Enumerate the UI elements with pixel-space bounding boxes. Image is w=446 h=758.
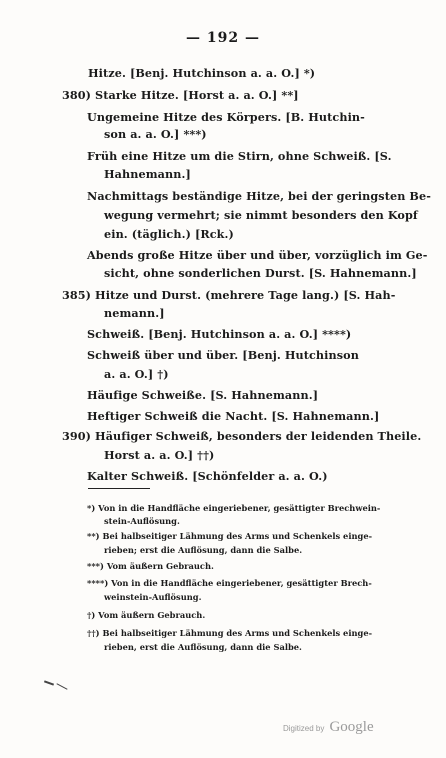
- footnote-line: stein-Auflösung.: [104, 516, 180, 526]
- text-line: nemann.]: [104, 306, 165, 320]
- text-line: Früh eine Hitze um die Stirn, ohne Schweiß. [S.: [87, 149, 392, 163]
- footnote-line: weinstein-Auflösung.: [104, 592, 202, 602]
- page-number: — 192 —: [186, 30, 260, 46]
- footnote-separator: [88, 488, 150, 489]
- text-line: 390) Häufiger Schweiß, besonders der leidenden Theile.: [62, 429, 422, 443]
- footnote-line: **) Bei halbseitiger Lähmung des Arms und Schenkels einge-: [87, 531, 373, 541]
- text-line: son a. a. O.] ***): [104, 127, 207, 141]
- text-line: Schweiß. [Benj. Hutchinson a. a. O.] ****): [87, 327, 352, 341]
- text-line: Nachmittags beständige Hitze, bei der geringsten Be-: [87, 189, 431, 203]
- text-line: Hitze. [Benj. Hutchinson a. a. O.] *): [88, 66, 316, 80]
- watermark-prefix: Digitized by: [283, 724, 325, 733]
- text-line: Ungemeine Hitze des Körpers. [B. Hutchin-: [87, 110, 365, 124]
- text-line: Horst a. a. O.] ††): [104, 448, 215, 462]
- footnote-line: †) Vom äußern Gebrauch.: [87, 610, 206, 620]
- text-line: Schweiß über und über. [Benj. Hutchinson: [87, 348, 359, 362]
- text-line: wegung vermehrt; sie nimmt besonders den Kopf: [104, 208, 418, 222]
- footnote-line: *) Von in die Handfläche eingeriebener, gesättigter Brechwein-: [87, 503, 381, 513]
- text-line: a. a. O.] †): [104, 367, 169, 381]
- digitized-watermark: [283, 716, 374, 736]
- text-line: sicht, ohne sonderlichen Durst. [S. Hahnemann.]: [104, 266, 417, 280]
- ink-mark: [56, 683, 67, 690]
- text-line: Kalter Schweiß. [Schönfelder a. a. O.): [87, 469, 328, 483]
- ink-mark: [44, 680, 54, 685]
- text-line: ein. (täglich.) [Rck.): [104, 227, 234, 241]
- footnote-line: rieben, erst die Auflösung, dann die Salbe.: [104, 642, 302, 652]
- google-logo: Google: [329, 719, 374, 735]
- text-line: 380) Starke Hitze. [Horst a. a. O.] **]: [62, 88, 299, 102]
- footnote-line: ††) Bei halbseitiger Lähmung des Arms und Schenkels einge-: [87, 628, 373, 638]
- text-line: Heftiger Schweiß die Nacht. [S. Hahnemann.]: [87, 409, 380, 423]
- text-line: Hahnemann.]: [104, 167, 191, 181]
- footnote-line: rieben; erst die Auflösung, dann die Salbe.: [104, 545, 303, 555]
- footnote-line: ***) Vom äußern Gebrauch.: [87, 561, 214, 571]
- text-line: Häufige Schweiße. [S. Hahnemann.]: [87, 388, 319, 402]
- text-line: Abends große Hitze über und über, vorzüglich im Ge-: [87, 248, 428, 262]
- footnote-line: ****) Von in die Handfläche eingeriebener, gesättigter Brech-: [87, 578, 372, 588]
- text-line: 385) Hitze und Durst. (mehrere Tage lang.) [S. Hah-: [62, 288, 396, 302]
